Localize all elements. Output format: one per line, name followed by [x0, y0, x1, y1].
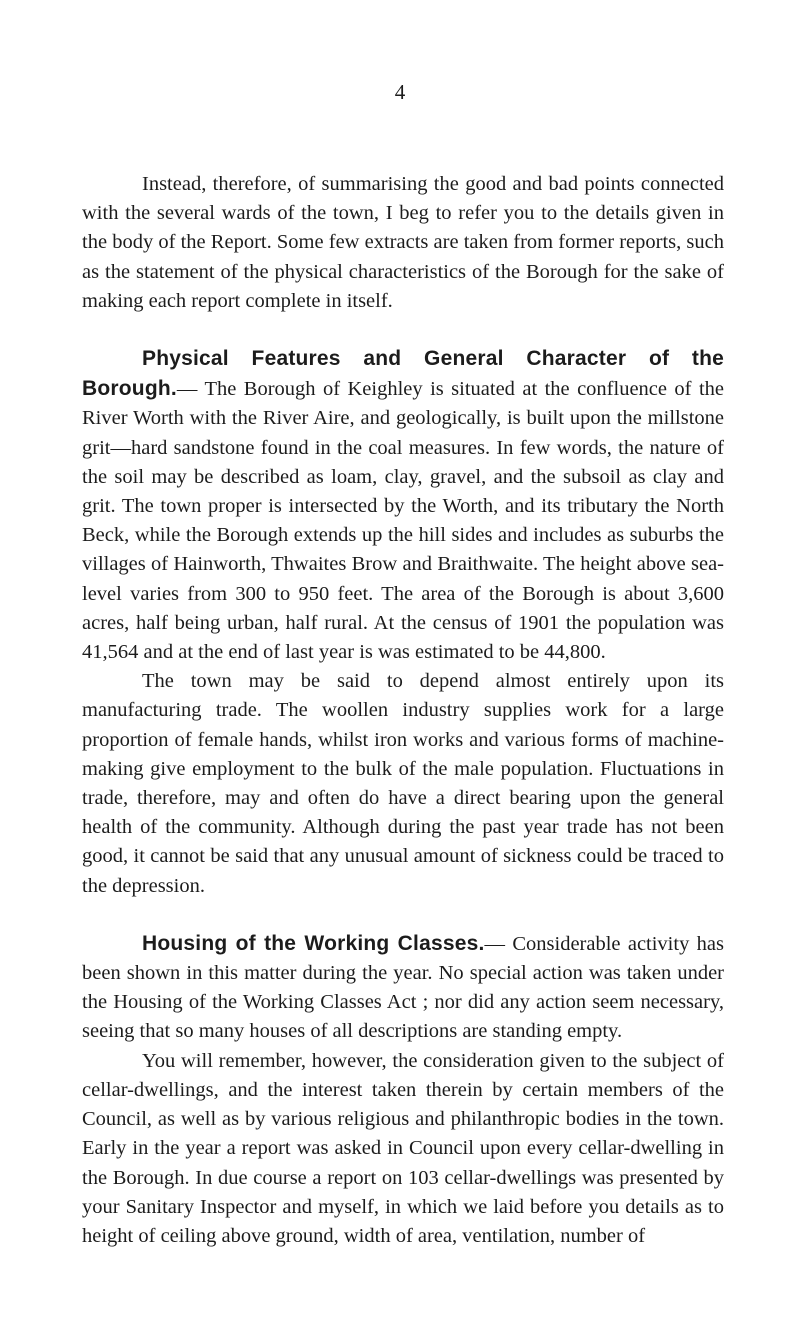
paragraph-text: Instead, therefore, of summarising the good and bad points connected with the several wards of the town, I beg to refer you to the details given in the body of the Report. Some few extracts are taken from former reports, such as the statement of the physical characteristics of the Borough for the sake of making each report complete in itself. — [82, 173, 724, 312]
paragraph-intro — [82, 170, 724, 316]
paragraph-text: You will remember, however, the consideration given to the subject of cellar-dwellings, and the interest taken therein by certain members of the Council, as well as by various religious and philanthropic bodies in the town. Early in the year a report was asked in Council upon every cellar-dwelling in the Borough. In due course a report on 103 cellar-dwellings was presented by your Sanitary Inspector and myself, in which we laid before you details as to height of ceiling above ground, width of area, ventilation, number of — [82, 1049, 724, 1247]
body-text — [82, 170, 724, 1251]
section-heading-housing: Housing of the Working Classes. — [142, 931, 485, 955]
paragraph-housing — [82, 929, 724, 1047]
paragraph-text: — Considerable activity has been shown in this matter during the year. No special action was taken under the Housing of the Working Classes Act ; nor did any action seem necessary, seeing that so many houses of all descriptions are standing empty. — [82, 932, 724, 1043]
paragraph-text: — The Borough of Keighley is situated at the confluence of the River Worth with the River Aire, and geologically, is built upon the millstone grit—hard sandstone found in the coal measures. In few words, the nature of the soil may be described as loam, clay, gravel, and the subsoil as clay and grit. The town proper is intersected by the Worth, and its tributary the North Beck, while the Borough extends up the hill sides and includes as suburbs the villages of Hainworth, Thwaites Brow and Braithwaite. The height above sea-level varies from 300 to 950 feet. The area of the Borough is about 3,600 acres, half being urban, half rural. At the census of 1901 the population was 41,564 and at the end of last year is was estimated to be 44,800. — [82, 378, 724, 664]
paragraph-physical-features — [82, 344, 724, 667]
paragraph-cellar-dwellings — [82, 1047, 724, 1251]
section-heading-physical-features: Physical Features and General Character of the Borough. — [82, 347, 724, 401]
paragraph-manufacturing — [82, 667, 724, 901]
paragraph-text: The town may be said to depend almost entirely upon its manufacturing trade. The woollen industry supplies work for a large proportion of female hands, whilst iron works and various forms of machine-making give employment to the bulk of the male population. Fluctuations in trade, therefore, may and often do have a direct bearing upon the general health of the community. Although during the past year trade has not been good, it cannot be said that any unusual amount of sickness could be traced to the depression. — [82, 670, 724, 897]
page-number: 4 — [394, 80, 406, 104]
